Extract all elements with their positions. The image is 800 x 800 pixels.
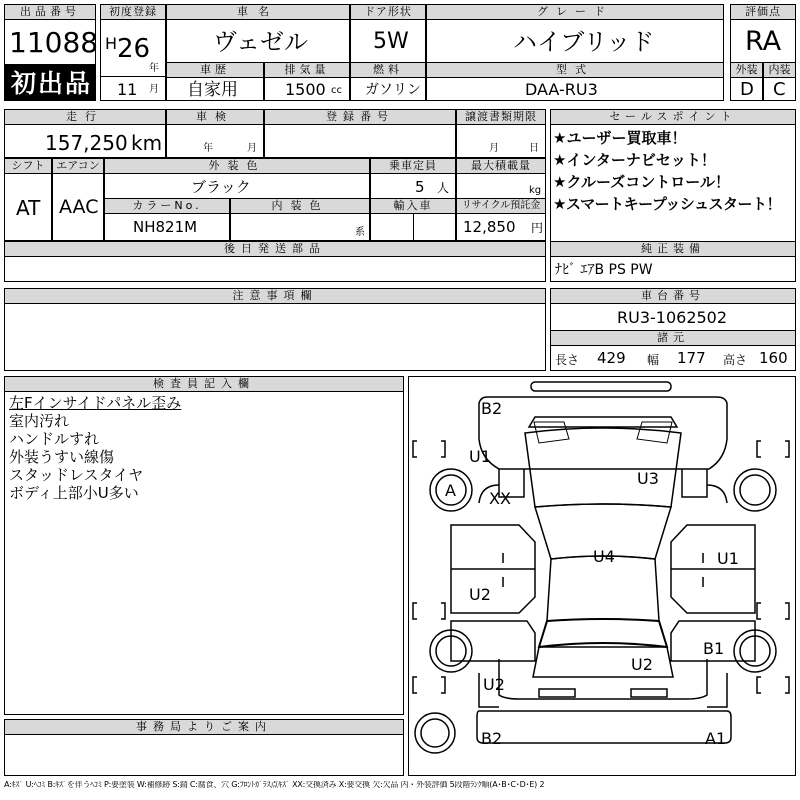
office-box — [4, 734, 404, 776]
mark-front-bumper: B2 — [481, 399, 503, 418]
ext-color-box — [104, 173, 370, 199]
capacity-label: 乗車定員 — [370, 158, 456, 174]
width-label: 幅 — [647, 353, 660, 367]
mark-left-front-fender: U1 — [469, 447, 491, 466]
capacity: 5 — [415, 178, 425, 196]
door-type: 5W — [373, 29, 409, 54]
mileage-unit: km — [131, 131, 163, 155]
sales-points-box — [550, 124, 796, 242]
import-divider — [413, 214, 414, 240]
interior-grade-label: 内装 — [763, 62, 796, 78]
later-parts-label: 後日発送部品 — [4, 241, 546, 257]
transfer-box — [456, 124, 546, 158]
lot-number-box — [4, 19, 99, 65]
load-unit: kg — [529, 185, 542, 196]
mark-left-rear-door: U2 — [469, 585, 491, 604]
capacity-unit: 人 — [437, 181, 450, 195]
registration-month-box — [100, 76, 166, 101]
height-label: 高さ — [723, 353, 748, 367]
later-parts-box — [4, 256, 546, 282]
registration-month: 11 — [117, 80, 138, 99]
mileage-label: 走行 — [4, 109, 166, 125]
sales-point: ★スマートキープッシュスタート！ — [553, 195, 782, 213]
displacement: 1500 — [285, 80, 326, 99]
recycle-amount: 12,850 — [463, 218, 516, 236]
score-box — [730, 19, 796, 63]
month-unit: 月 — [149, 84, 159, 95]
sales-point: ★ユーザー買取車！ — [553, 129, 687, 147]
grade-box — [426, 19, 724, 63]
ac-label: エアコン — [52, 158, 104, 174]
exterior-grade-box — [730, 77, 763, 101]
length-label: 長さ — [555, 353, 580, 367]
door-type-label: ドア形状 — [350, 4, 426, 20]
mark-right-rear-fender: B1 — [703, 639, 725, 658]
model: DAA-RU3 — [525, 80, 598, 99]
lot-number: 11088 — [9, 26, 99, 59]
car-name-box — [166, 19, 350, 63]
exterior-grade: D — [740, 79, 754, 100]
notes-label: 注意事項欄 — [4, 288, 546, 304]
displacement-box — [264, 77, 350, 101]
color-no-box — [104, 213, 230, 241]
chassis-number-box — [550, 303, 796, 331]
dimensions-label: 諸元 — [550, 330, 796, 346]
model-label: 型式 — [426, 62, 724, 78]
ac-box — [52, 173, 104, 241]
era: H — [105, 34, 118, 53]
plate-label: 登録番号 — [264, 109, 456, 125]
inspector-line: 左Fインサイドパネル歪み — [9, 394, 182, 412]
fuel-box — [350, 77, 426, 101]
sales-point: ★クルーズコントロール！ — [553, 173, 730, 191]
shift: AT — [16, 196, 41, 220]
history-label: 車歴 — [166, 62, 264, 78]
history-box — [166, 77, 264, 101]
mark-trunk: U2 — [631, 655, 653, 674]
score-label: 評価点 — [730, 4, 796, 20]
office-label: 事務局よりご案内 — [4, 719, 404, 735]
car-name: ヴェゼル — [213, 28, 309, 56]
inspector-line: ボディ上部小U多い — [9, 484, 139, 502]
inspector-label: 検査員記入欄 — [4, 376, 404, 392]
displacement-label: 排気量 — [264, 62, 350, 78]
ac: AAC — [59, 196, 99, 218]
score: RA — [745, 26, 782, 57]
car-name-label: 車名 — [166, 4, 350, 20]
interior-grade-box — [763, 77, 796, 101]
inspection-month-unit: 月 — [247, 143, 257, 154]
ext-color: ブラック — [191, 178, 251, 196]
height: 160 — [759, 349, 788, 367]
color-no: NH821M — [133, 218, 198, 236]
grade-label: グレード — [426, 4, 724, 20]
transfer-day-unit: 日 — [529, 143, 539, 154]
dimensions-box — [550, 345, 796, 371]
genuine-equipment-label: 純正装備 — [550, 241, 796, 257]
mileage: 157,250 — [45, 131, 128, 155]
mileage-box — [4, 124, 166, 158]
capacity-box — [370, 173, 456, 199]
import-box — [370, 213, 456, 241]
inspector-line: ハンドルすれ — [9, 430, 100, 448]
mark-left-rear-fender: U2 — [483, 675, 505, 694]
color-no-label: カラーNo. — [104, 198, 230, 214]
car-diagram — [409, 377, 796, 776]
recycle-label: リサイクル預託金 — [456, 198, 546, 214]
first-listing-badge: 初出品 — [4, 65, 96, 101]
inspection-year-unit: 年 — [203, 143, 213, 154]
notes-box — [4, 303, 546, 371]
inspector-line: 室内汚れ — [9, 412, 70, 430]
exterior-grade-label: 外装 — [730, 62, 763, 78]
shift-label: シフト — [4, 158, 52, 174]
fuel-label: 燃料 — [350, 62, 426, 78]
legend: A:ｷｽﾞ U:ﾍｺﾐ B:ｷｽﾞを伴うﾍｺﾐ P:要塗装 W:補修跡 S:錆 C:腐食、穴 G:ﾌﾛﾝﾄｶﾞﾗｽ点ｷｽﾞ XX:交換済み X:要交換 欠:欠品 内・外装評価 5段階ﾗﾝｸ順(A･B･C･D･E) 2 — [4, 781, 545, 789]
mark-right-front-door: U1 — [717, 549, 739, 568]
ext-color-label: 外装色 — [104, 158, 370, 174]
fuel: ガソリン — [365, 82, 421, 98]
registration-year: 26 — [117, 34, 151, 64]
mark-hood: U3 — [637, 469, 659, 488]
load-box — [456, 173, 546, 199]
inspection-label: 車検 — [166, 109, 264, 125]
lot-number-label: 出品番号 — [4, 4, 96, 20]
recycle-unit: 円 — [531, 221, 544, 235]
chassis-number: RU3-1062502 — [617, 308, 728, 327]
sales-points-label: セールスポイント — [550, 109, 796, 125]
sales-point: ★インターナビセット！ — [553, 151, 716, 169]
mark-rear-bumper-left: B2 — [481, 729, 503, 748]
mark-left-front-wheel: A — [445, 481, 456, 500]
interior-grade: C — [773, 79, 786, 100]
plate-box — [264, 124, 456, 158]
grade: ハイブリッド — [513, 28, 655, 56]
width: 177 — [677, 349, 706, 367]
car-diagram-frame — [408, 376, 796, 776]
int-color-suffix: 系 — [355, 227, 365, 238]
inspector-line: スタッドレスタイヤ — [9, 466, 144, 484]
inspector-box — [4, 391, 404, 715]
model-box — [426, 77, 724, 101]
chassis-label: 車台番号 — [550, 288, 796, 304]
transfer-month-unit: 月 — [489, 143, 499, 154]
mark-roof: U4 — [593, 547, 615, 566]
year-unit: 年 — [149, 63, 159, 74]
first-registration-label: 初度登録 — [100, 4, 166, 20]
first-registration-box — [100, 19, 166, 77]
import-label: 輸入車 — [370, 198, 456, 214]
genuine-equipment: ﾅﾋﾞ ｴｱB PS PW — [555, 262, 653, 278]
inspector-line: 外装うすい線傷 — [9, 448, 115, 466]
history: 自家用 — [187, 80, 238, 100]
shift-box — [4, 173, 52, 241]
transfer-label: 譲渡書類期限 — [456, 109, 546, 125]
load-label: 最大積載量 — [456, 158, 546, 174]
mark-rear-bumper-right: A1 — [705, 729, 727, 748]
inspection-box — [166, 124, 264, 158]
int-color-label: 内装色 — [230, 198, 370, 214]
displacement-unit: cc — [331, 85, 342, 96]
recycle-box — [456, 213, 546, 241]
mark-left-front-door: XX — [489, 489, 511, 508]
genuine-equipment-box — [550, 256, 796, 282]
door-type-box — [350, 19, 426, 63]
length: 429 — [597, 349, 626, 367]
int-color-box — [230, 213, 370, 241]
